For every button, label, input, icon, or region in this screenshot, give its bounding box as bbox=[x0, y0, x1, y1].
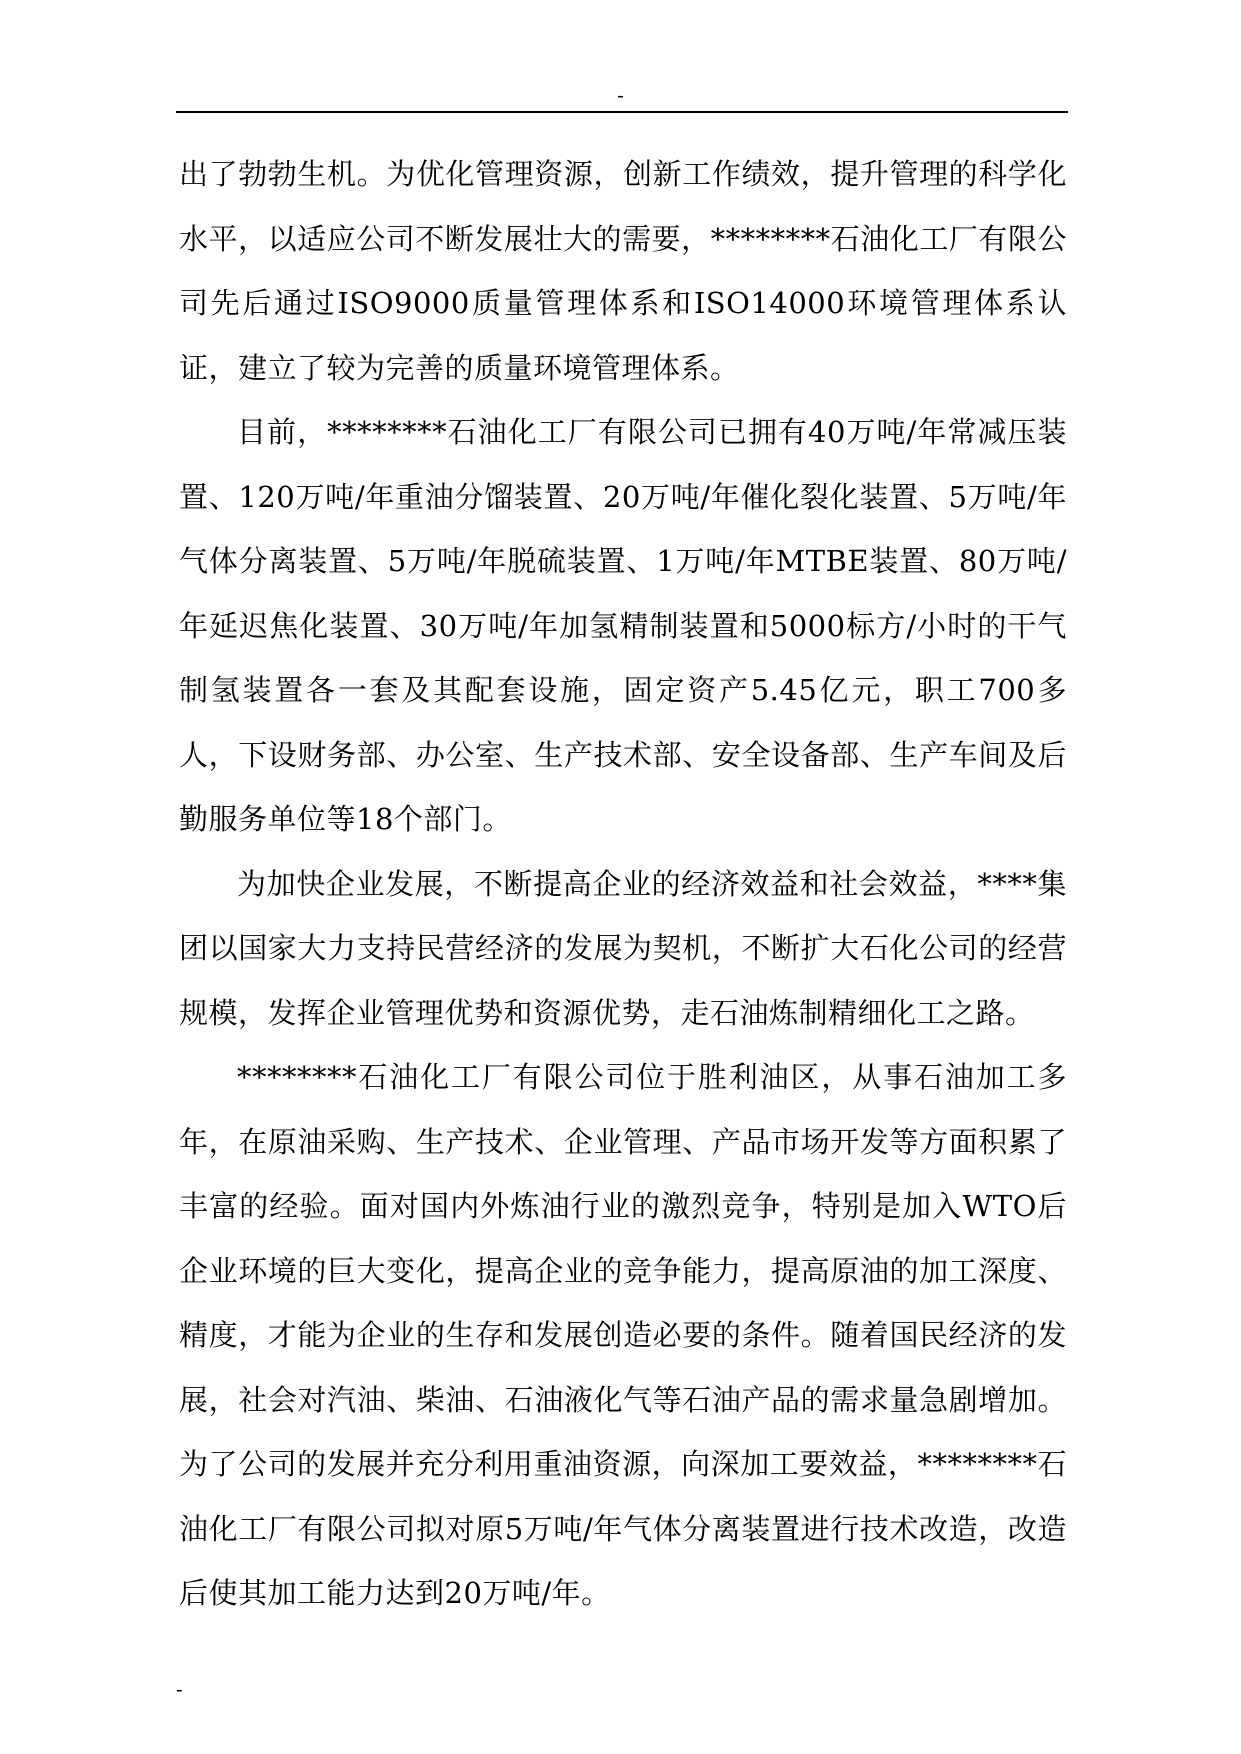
paragraph-1: 出了勃勃生机。为优化管理资源，创新工作绩效，提升管理的科学化水平，以适应公司不断发展壮大的需要，********石油化工厂有限公司先后通过ISO9000质量管理体系和ISO14000环境管理体系认证，建立了较为完善的质量环境管理体系。 bbox=[179, 157, 1067, 385]
document-body bbox=[179, 142, 1067, 1626]
paragraph-4: ********石油化工厂有限公司位于胜利油区，从事石油加工多年，在原油采购、生产技术、企业管理、产品市场开发等方面积累了丰富的经验。面对国内外炼油行业的激烈竞争，特别是加入WTO后企业环境的巨大变化，提高企业的竞争能力，提高原油的加工深度、精度，才能为企业的生存和发展创造必要的条件。随着国民经济的发展，社会对汽油、柴油、石油液化气等石油产品的需求量急剧增加。为了公司的发展并充分利用重油资源，向深加工要效益，********石油化工厂有限公司拟对原5万吨/年气体分离装置进行技术改造，改造后使其加工能力达到20万吨/年。 bbox=[179, 1060, 1067, 1610]
paragraph-2: 目前，********石油化工厂有限公司已拥有40万吨/年常减压装置、120万吨/年重油分馏装置、20万吨/年催化裂化装置、5万吨/年气体分离装置、5万吨/年脱硫装置、1万吨/年MTBE装置、80万吨/年延迟焦化装置、30万吨/年加氢精制装置和5000标方/小时的干气制氢装置各一套及其配套设施，固定资产5.45亿元，职工700多人，下设财务部、办公室、生产技术部、安全设备部、生产车间及后勤服务单位等18个部门。 bbox=[179, 415, 1067, 836]
page-header-mark: - bbox=[617, 85, 624, 107]
header-divider bbox=[176, 111, 1068, 113]
page-footer-mark: - bbox=[176, 1679, 183, 1701]
paragraph-3: 为加快企业发展，不断提高企业的经济效益和社会效益，****集团以国家大力支持民营经济的发展为契机，不断扩大石化公司的经营规模，发挥企业管理优势和资源优势，走石油炼制精细化工之路。 bbox=[179, 866, 1067, 1030]
